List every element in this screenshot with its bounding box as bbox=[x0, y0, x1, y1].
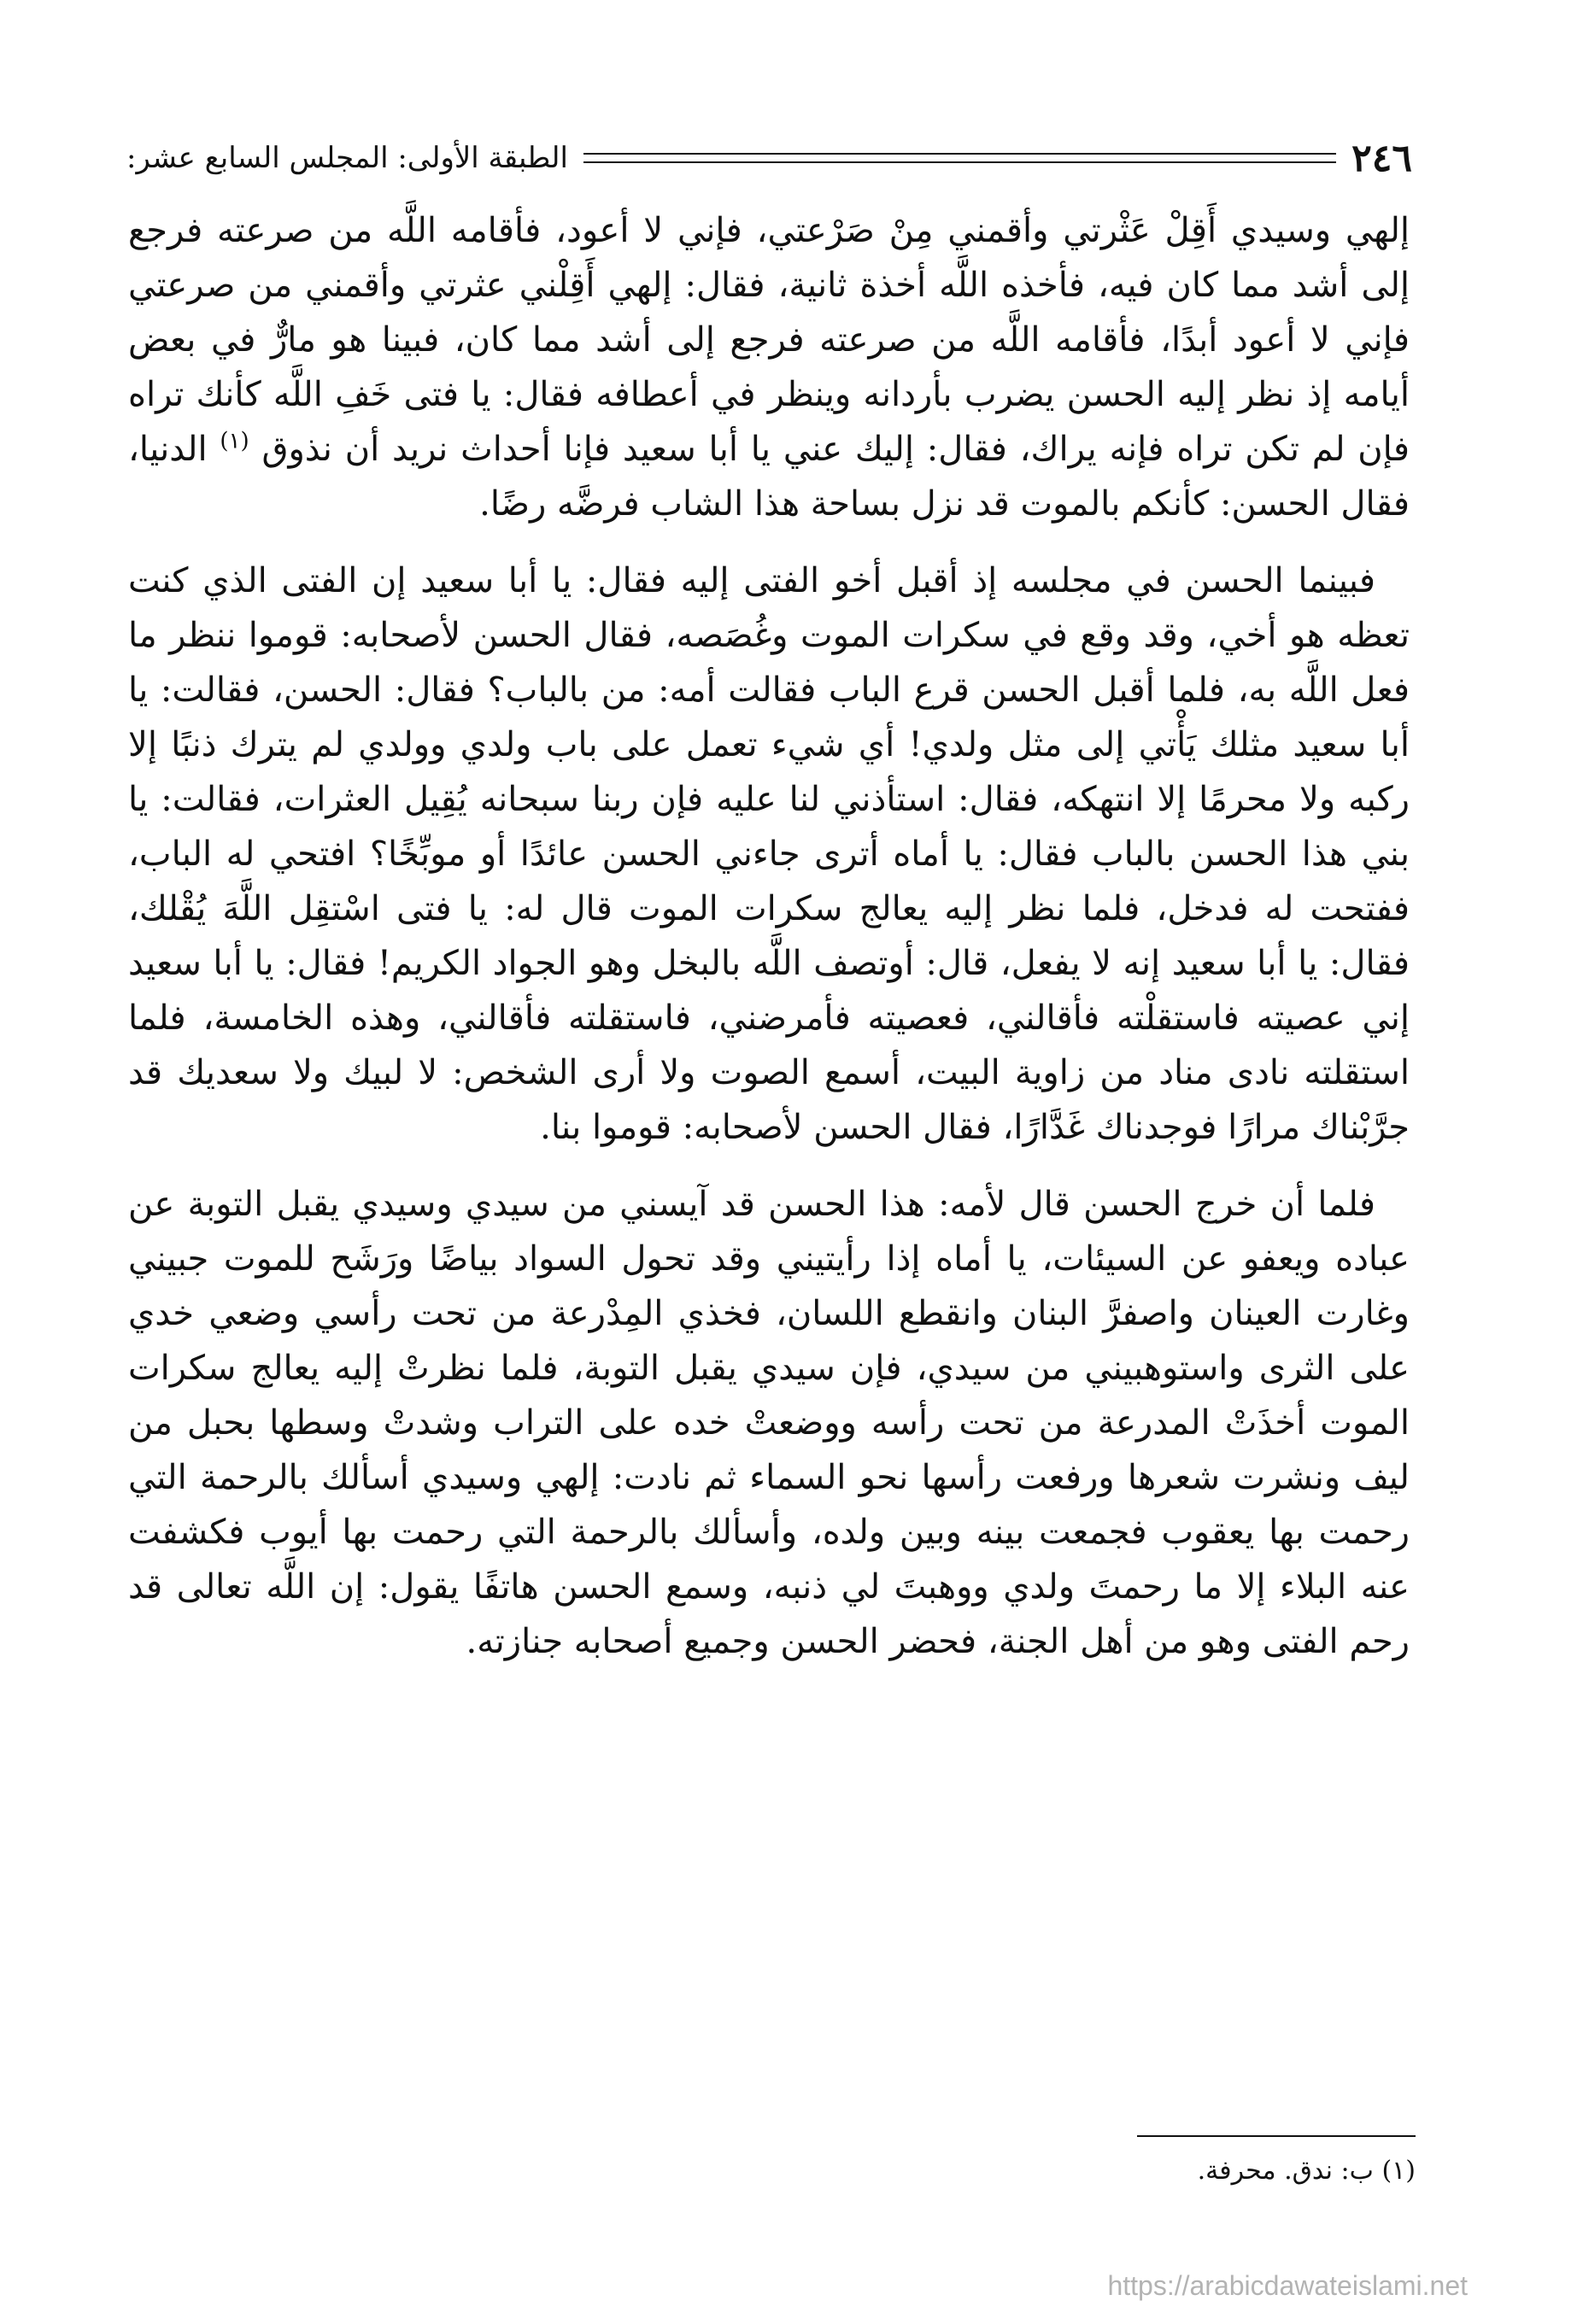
running-title: الطبقة الأولى: المجلس السابع عشر: bbox=[126, 141, 568, 175]
footnote: (١) ب: ندق. محرفة. bbox=[1197, 2156, 1416, 2186]
paragraph-3: فلما أن خرج الحسن قال لأمه: هذا الحسن قد آيسني من سيدي وسيدي يقبل التوبة عن عباده ويعفو عن السيئات، يا أماه إذا رأيتيني وقد تحول السواد بياضًا ورَشَح للموت جبيني وغارت العينان واصفرَّ البنان وانقطع اللسان، فخذي المِدْرعة من تحت رأسي وضعي خدي على الثرى واستوهبيني من سيدي، فإن سيدي يقبل التوبة، فلما نظرتْ إليه يعالج سكرات الموت أخذَتْ المدرعة من تحت رأسه ووضعتْ خده على التراب وشدتْ وسطها بحبل من ليف ونشرت شعرها ورفعت رأسها نحو السماء ثم نادت: إلهي وسيدي أسألك بالرحمة التي رحمت بها يعقوب فجمعت بينه وبين ولده، وأسألك بالرحمة التي رحمت بها أيوب فكشفت عنه البلاء إلا ما رحمتَ ولدي ووهبتَ لي ذنبه، وسمع الحسن هاتفًا يقول: إن اللَّه تعالى قد رحم الفتى وهو من أهل الجنة، فحضر الحسن وجميع أصحابه جنازته. bbox=[128, 1185, 1410, 1661]
paragraph-1 bbox=[128, 203, 1410, 531]
body-text bbox=[128, 203, 1410, 1691]
watermark-url: https://arabicdawateislami.net bbox=[1107, 2270, 1468, 2301]
paragraph-1-continuation: الدنيا، فقال الحسن: كأنكم بالموت قد نزل بساحة هذا الشاب فرضَّه رضًا. bbox=[128, 430, 1410, 524]
header-double-rule bbox=[583, 153, 1336, 163]
paragraph-2: فبينما الحسن في مجلسه إذ أقبل أخو الفتى إليه فقال: يا أبا سعيد إن الفتى الذي كنت تعظه هو أخي، وقد وقع في سكرات الموت وغُصَصه، فقال الحسن لأصحابه: قوموا ننظر ما فعل اللَّه به، فلما أقبل الحسن قرع الباب فقالت أمه: من بالباب؟ فقال: الحسن، فقالت: يا أبا سعيد مثلك يَأْتي إلى مثل ولدي! أي شيء تعمل على باب ولدي وولدي لم يترك ذنبًا إلا ركبه ولا محرمًا إلا انتهكه، فقال: استأذني لنا عليه فإن ربنا سبحانه يُقِيل العثرات، فقالت: يا بني هذا الحسن بالباب فقال: يا أماه أترى جاءني الحسن عائدًا أو موبِّخًا؟ افتحي له الباب، ففتحت له فدخل، فلما نظر إليه يعالج سكرات الموت قال له: يا فتى اسْتقِل اللَّهَ يُقْلك، فقال: يا أبا سعيد إنه لا يفعل، قال: أوتصف اللَّه بالبخل وهو الجواد الكريم! فقال: يا أبا سعيد إني عصيته فاستقلْته فأقالني، فعصيته فأمرضني، فاستقلته فأقالني، وهذه الخامسة، فلما استقلته نادى مناد من زاوية البيت، أسمع الصوت ولا أرى الشخص: لا لبيك ولا سعديك قد جرَّبْناك مرارًا فوجدناك غَدَّارًا، فقال الحسن لأصحابه: قوموا بنا. bbox=[128, 561, 1410, 1147]
footnote-separator bbox=[1137, 2135, 1416, 2137]
paragraph-1-text: إلهي وسيدي أَقِلْ عَثْرتي وأقمني مِنْ صَرْعتي، فإني لا أعود، فأقامه اللَّه من صرعته فرجع إلى أشد مما كان فيه، فأخذه اللَّه أخذة ثانية، فقال: إلهي أَقِلْني عثرتي وأقمني من صرعتي فإني لا أعود أبدًا، فأقامه اللَّه من صرعته فرجع إلى أشد مما كان، فبينا هو مارٌّ في بعض أيامه إذ نظر إليه الحسن يضرب بأردانه وينظر في أعطافه فقال: يا فتى خَفِ اللَّه كأنك تراه فإن لم تكن تراه فإنه يراك، فقال: إليك عني يا أبا سعيد فإنا أحداث نريد أن نذوق bbox=[128, 211, 1410, 469]
footnote-reference: (١) bbox=[220, 428, 249, 454]
page-header bbox=[126, 128, 1412, 188]
page-number: ٢٤٦ bbox=[1351, 136, 1412, 180]
